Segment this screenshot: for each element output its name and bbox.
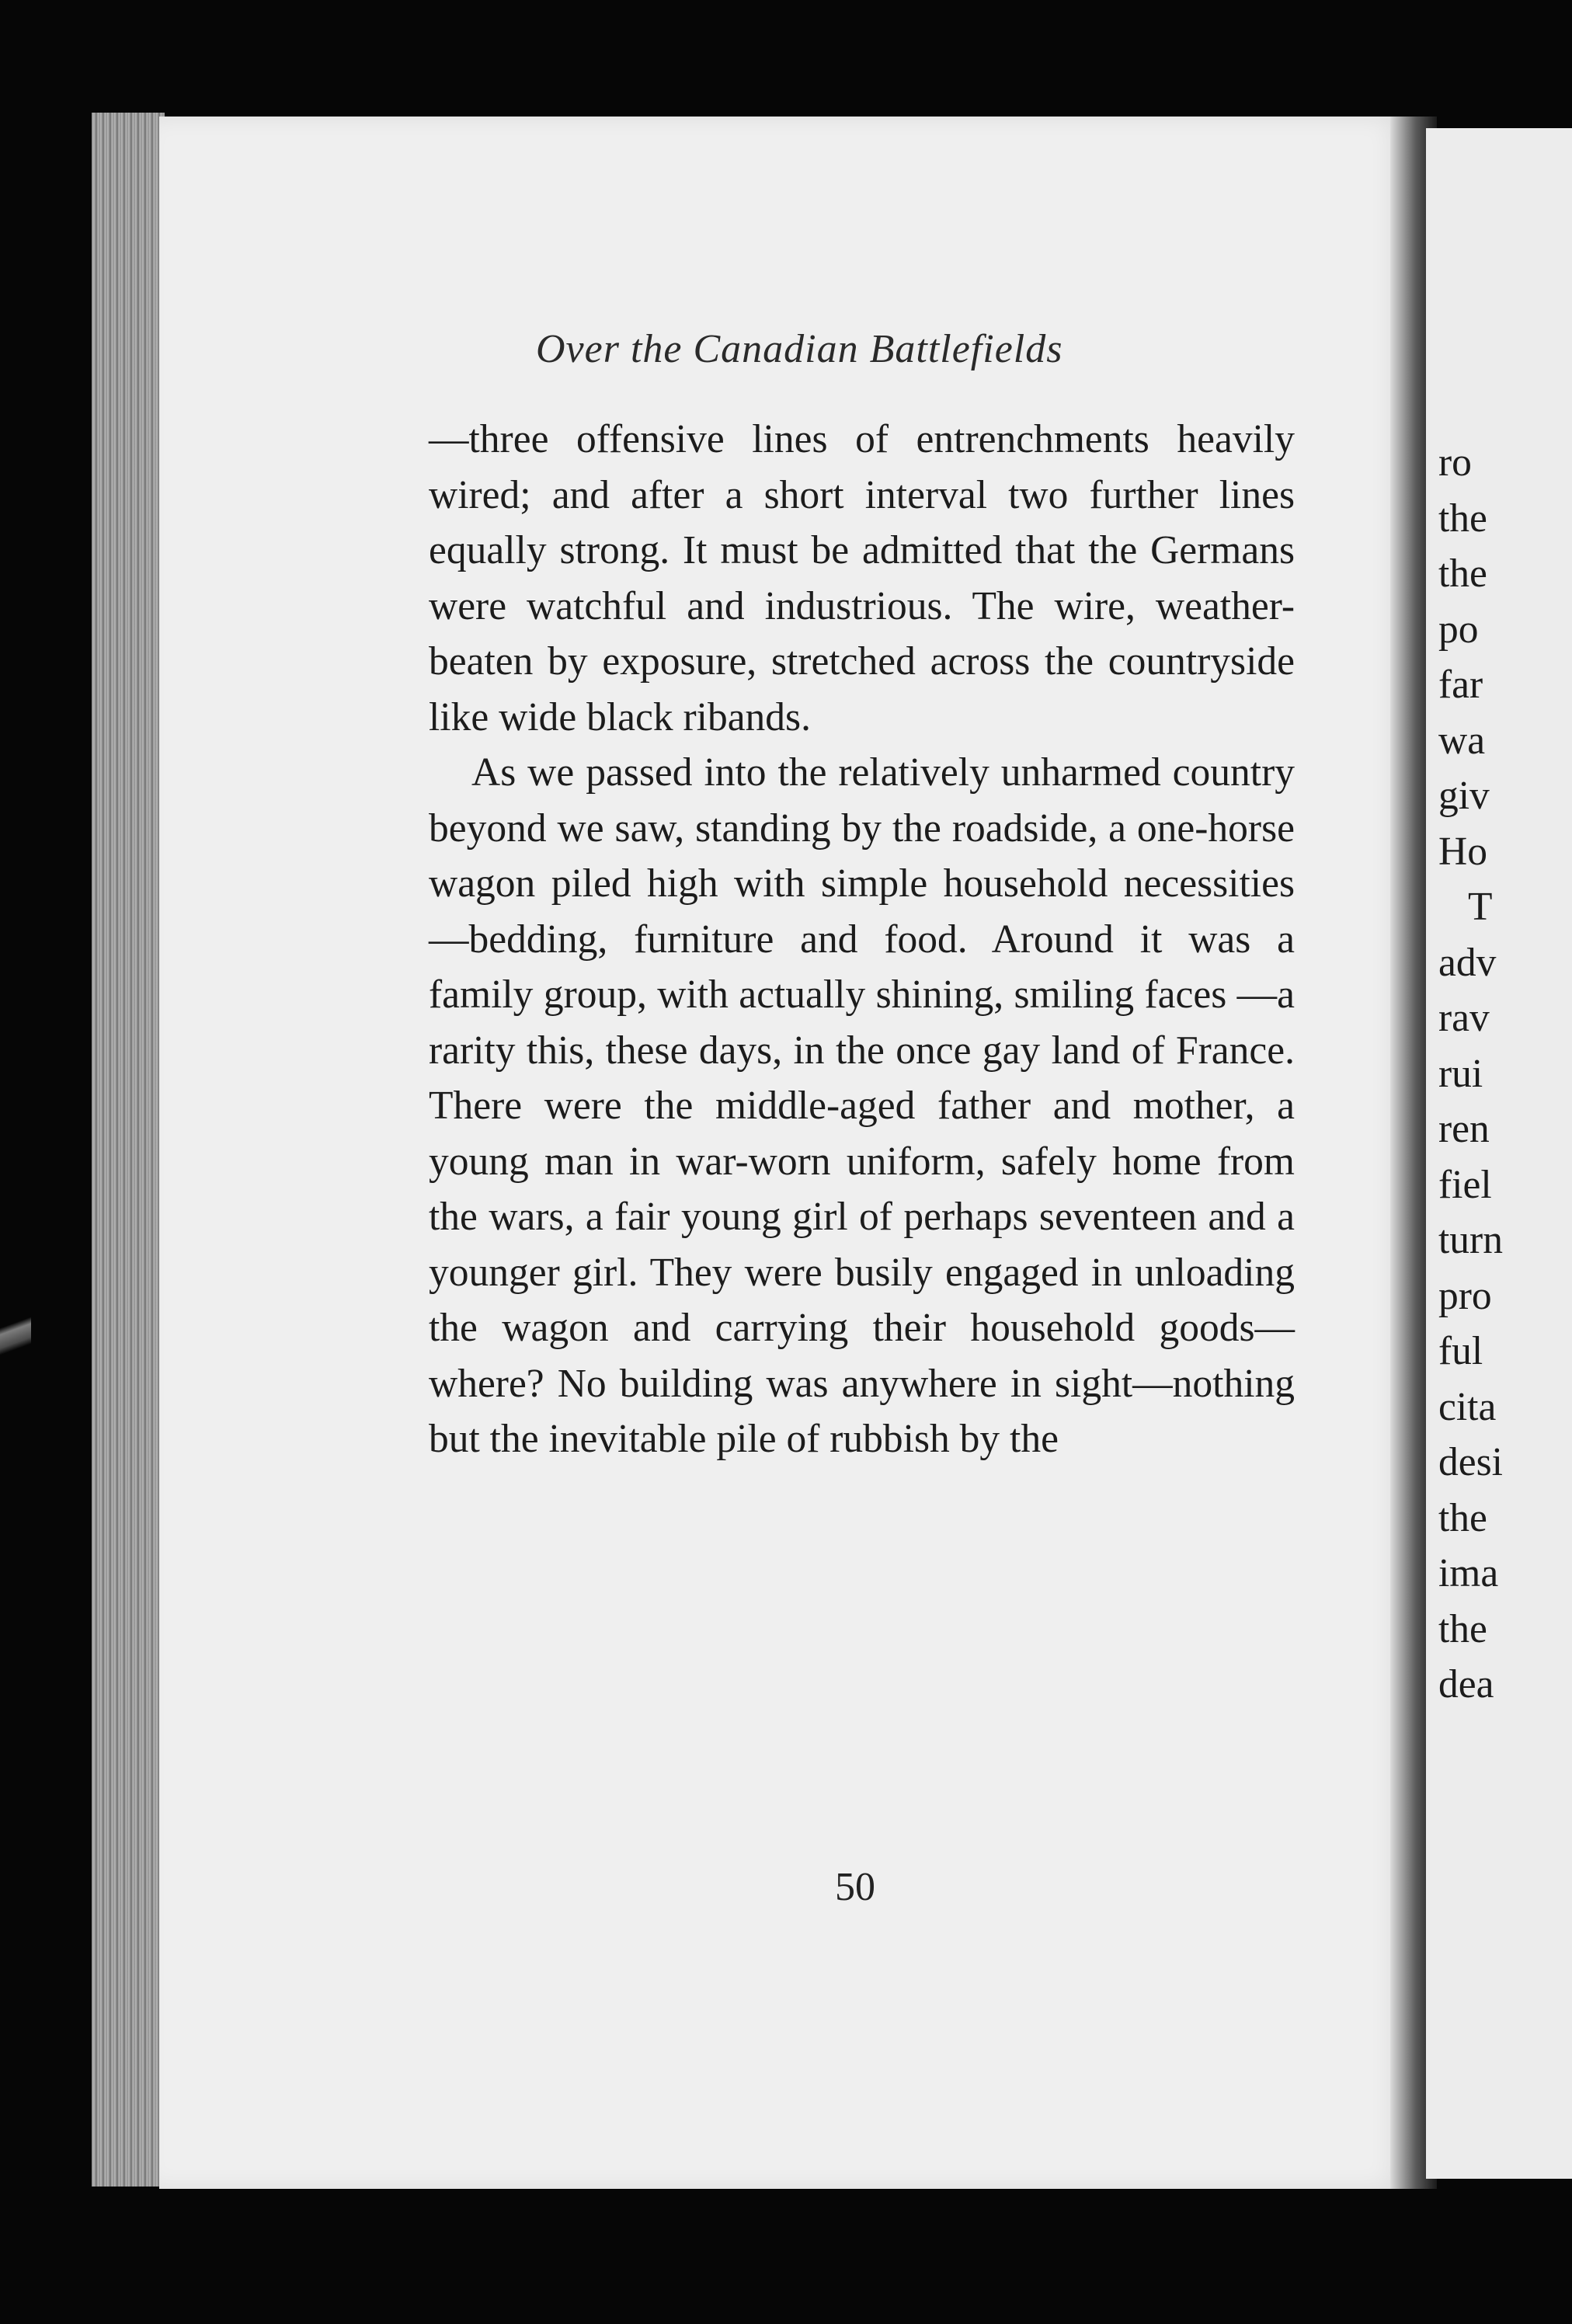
right-page-text bbox=[1438, 435, 1503, 1713]
body-text bbox=[429, 412, 1295, 1467]
paragraph-2: As we passed into the relatively unharmed country beyond we saw, standing by the roadside, a one-horse wagon piled high with simple household necessities—bedding, furniture and food. Around it was a family group, with actually shining, smiling faces —a rarity this, these days, in the once gay land of France. There were the middle-aged father and mother, a young man in war-worn uniform, safely home from the wars, a fair young girl of perhaps seventeen and a younger girl. They were busily engaged in unloading the wagon and carrying their household goods—where? No building was anywhere in sight—nothing but the inevitable pile of rubbish by the bbox=[429, 750, 1295, 1461]
right-page-line: turn bbox=[1438, 1218, 1503, 1262]
right-page-line: fiel bbox=[1438, 1162, 1492, 1207]
right-page-line: pro bbox=[1438, 1273, 1492, 1318]
right-page-line: desi bbox=[1438, 1440, 1503, 1484]
right-page-line: po bbox=[1438, 607, 1479, 652]
right-page-line: dea bbox=[1438, 1662, 1494, 1706]
running-head: Over the Canadian Battlefields bbox=[536, 327, 1063, 371]
right-page-line: giv bbox=[1438, 774, 1490, 818]
page-number: 50 bbox=[835, 1865, 875, 1909]
right-page-line: cita bbox=[1438, 1384, 1497, 1429]
right-page-line: Ho bbox=[1438, 829, 1487, 874]
binding-mark bbox=[0, 1274, 31, 1398]
right-page-line: T bbox=[1468, 885, 1493, 929]
right-page-line: ima bbox=[1438, 1551, 1499, 1595]
right-page-line: ful bbox=[1438, 1329, 1483, 1373]
right-page-line: the bbox=[1438, 551, 1487, 596]
right-page-line: ro bbox=[1438, 440, 1472, 485]
right-page-line: the bbox=[1438, 1606, 1487, 1651]
right-page-line: rui bbox=[1438, 1051, 1483, 1096]
right-page bbox=[1426, 128, 1572, 2179]
page-edges bbox=[92, 113, 165, 2187]
right-page-line: wa bbox=[1438, 718, 1486, 763]
right-page-line: the bbox=[1438, 1495, 1487, 1540]
right-page-line: ren bbox=[1438, 1107, 1490, 1151]
right-page-line: the bbox=[1438, 496, 1487, 541]
right-page-line: far bbox=[1438, 663, 1483, 707]
right-page-line: rav bbox=[1438, 996, 1490, 1040]
right-page-line: adv bbox=[1438, 940, 1497, 985]
paragraph-1: —three offensive lines of entrenchments heavily wired; and after a short interval two further lines equally strong. It must be admitted that the Germans were watchful and industrious. The wire, weather-beaten by exposure, stretched across the countryside like wide black ribands. bbox=[429, 417, 1295, 739]
